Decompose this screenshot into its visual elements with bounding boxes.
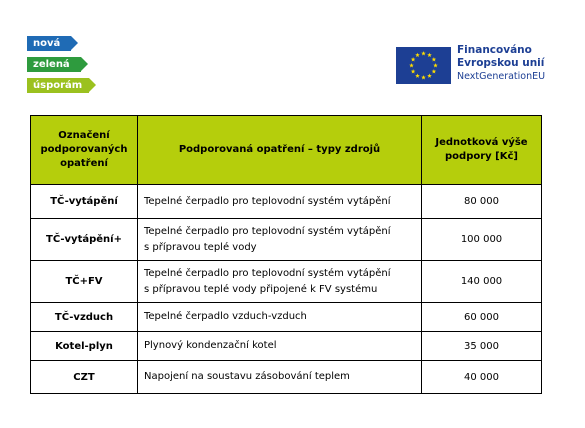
measure-description-line: Tepelné čerpadlo pro teplovodní systém vytápění [144,225,391,237]
measure-code: Kotel-plyn [31,332,138,361]
eu-star-icon [421,51,426,55]
measure-description [138,361,422,394]
table-row [31,361,542,394]
eu-star-icon [433,63,438,67]
support-amount: 140 000 [422,261,542,303]
eu-flag-icon [396,47,451,84]
measure-description-line: s přípravou teplé vody připojené k FV systému [144,283,378,295]
eu-text-line3: NextGenerationEU [457,71,546,82]
eu-star-icon [427,53,432,57]
eu-star-icon [409,63,414,67]
eu-text-line1: Financováno [457,44,532,56]
eu-text-line2: Evropskou unií [457,57,545,69]
nova-zelena-usporam-logo [27,36,107,98]
measure-description [138,332,422,361]
support-amount: 40 000 [422,361,542,394]
header-unit-support-line1: Jednotková výše [435,137,528,148]
measure-description [138,185,422,219]
header-measure-code-line3: opatření [60,158,108,169]
measure-code: CZT [31,361,138,394]
measure-code: TČ-vzduch [31,303,138,332]
eu-stars-icon [396,47,451,84]
header-measure-code-line1: Označení [58,130,110,141]
support-table [30,115,542,394]
header-unit-support-line2: podpory [Kč] [445,151,518,162]
measure-description [138,261,422,303]
logo-band-blue [27,36,71,51]
eu-star-icon [415,73,420,77]
table-row [31,261,542,303]
measure-description [138,219,422,261]
eu-star-icon [432,69,437,73]
header-measure-code-line2: podporovaných [40,144,128,155]
eu-star-icon [411,69,416,73]
table-row [31,219,542,261]
support-amount: 80 000 [422,185,542,219]
logo-band-lime [27,78,89,93]
table-row [31,332,542,361]
eu-star-icon [432,57,437,61]
measure-description-line: Plynový kondenzační kotel [144,340,277,351]
measure-description-line: Tepelné čerpadlo pro teplovodní systém vytápění [144,267,391,279]
measure-code: TČ+FV [31,261,138,303]
measure-description-line: s přípravou teplé vody [144,241,257,253]
measure-code: TČ-vytápění+ [31,219,138,261]
eu-funding-text [457,44,545,83]
logo-text-usporam: úsporám [33,80,83,91]
header-unit-support [422,116,542,185]
table-header-row [31,116,542,185]
measure-description-line: Tepelné čerpadlo vzduch-vzduch [144,311,307,322]
header-measure-type: Podporovaná opatření – typy zdrojů [138,116,422,185]
measure-description-line: Tepelné čerpadlo pro teplovodní systém vytápění [144,195,391,207]
support-amount: 100 000 [422,219,542,261]
header-measure-code [31,116,138,185]
logo-band-green [27,57,81,72]
eu-star-icon [411,57,416,61]
logo-text-zelena: zelená [33,59,70,70]
support-amount: 35 000 [422,332,542,361]
measure-description [138,303,422,332]
logo-text-nova: nová [33,38,61,49]
measure-code: TČ-vytápění [31,185,138,219]
support-amount: 60 000 [422,303,542,332]
table-row [31,303,542,332]
eu-star-icon [427,73,432,77]
eu-star-icon [421,75,426,79]
measure-description-line: Napojení na soustavu zásobování teplem [144,371,350,382]
table-row [31,185,542,219]
eu-star-icon [415,53,420,57]
